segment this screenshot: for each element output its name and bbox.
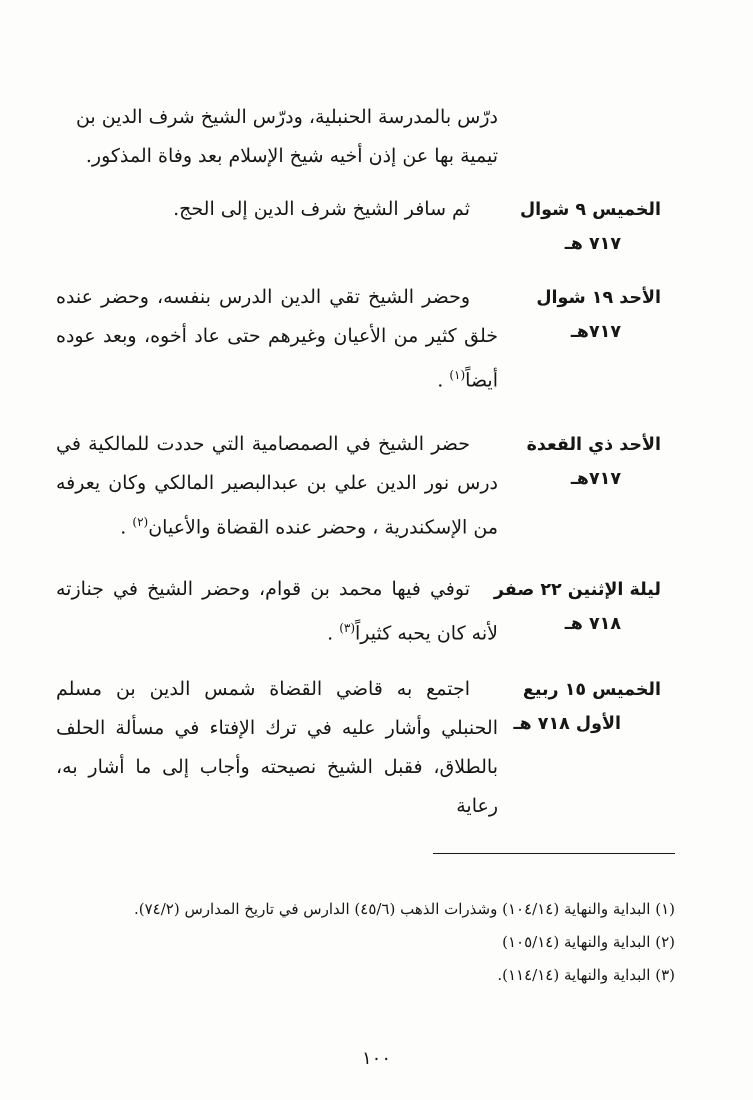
entry-tail: .: [120, 516, 133, 539]
footnote-2: (٢) البداية والنهاية (١٠٥/١٤): [502, 933, 675, 951]
entry-body: توفي فيها محمد بن قوام، وحضر الشيخ في جنازته لأنه كان يحبه كثيراً: [56, 578, 498, 645]
intro-line-1: درّس بالمدرسة الحنبلية، ودرّس الشيخ شرف الدين بن: [75, 106, 498, 128]
entry-body: وحضر الشيخ تقي الدين الدرس بنفسه، وحضر عنده خلق كثير من الأعيان وغيرهم حتى عاد أخوه، وبعد عوده أيضاً: [56, 286, 498, 392]
footnote-3: (٣) البداية والنهاية (١١٤/١٤).: [497, 966, 675, 984]
entry-tail: .: [437, 369, 450, 392]
date-line-2: ٧١٧ هـ: [564, 234, 621, 254]
footnotes: [55, 893, 675, 992]
date-line-2: ٧١٨ هـ: [564, 614, 621, 634]
footnote-ref: (١): [449, 368, 466, 382]
entry-text: [56, 190, 498, 229]
date-line-2: ٧١٧هـ: [570, 322, 621, 342]
entry-date: [521, 281, 661, 349]
footnote-ref: (٢): [132, 515, 149, 529]
entry-text: [56, 570, 498, 653]
date-line-1: الخميس ١٥ ربيع: [522, 680, 661, 700]
intro-line-2: تيمية بها عن إذن أخيه شيخ الإسلام بعد وفاة المذكور.: [85, 145, 498, 167]
entry-date: [521, 428, 661, 496]
date-line-1: الأحد ١٩ شوال: [536, 288, 661, 308]
entry-text: [56, 278, 498, 400]
entry-date: [521, 193, 661, 261]
entry-body: ثم سافر الشيخ شرف الدين إلى الحج.: [173, 198, 470, 220]
entry-date: [493, 573, 661, 641]
page-number: ١٠٠: [361, 1048, 391, 1069]
footnote-1: (١) البداية والنهاية (١٠٤/١٤) وشذرات الذهب (٤٥/٦) الدارس في تاريخ المدارس (٧٤/٢).: [134, 900, 675, 918]
entry-tail: .: [327, 622, 340, 645]
date-line-2: الأول ٧١٨ هـ: [513, 714, 621, 734]
footnote-ref: (٣): [339, 621, 356, 635]
entry-body: حضر الشيخ في الصمصامية التي حددت للمالكية في درس نور الدين علي بن عبدالبصير المالكي وكان يعرفه من الإسكندرية ، وحضر عنده القضاة والأعيان: [56, 433, 498, 539]
footnote-divider: [433, 853, 675, 854]
entry-text: [56, 425, 498, 547]
entry-text: [56, 670, 498, 826]
date-line-1: الخميس ٩ شوال: [519, 200, 661, 220]
entry-date: [513, 673, 661, 741]
date-line-1: الأحد ذي القعدة: [526, 435, 661, 455]
date-line-2: ٧١٧هـ: [570, 469, 621, 489]
date-line-1: ليلة الإثنين ٢٢ صفر: [493, 580, 661, 600]
entry-body: اجتمع به قاضي القضاة شمس الدين بن مسلم الحنبلي وأشار عليه في ترك الإفتاء في مسألة الحلف بالطلاق، فقبل الشيخ نصيحته وأجاب إلى ما أشار به، رعاية: [56, 678, 498, 817]
intro-paragraph: [56, 98, 498, 176]
